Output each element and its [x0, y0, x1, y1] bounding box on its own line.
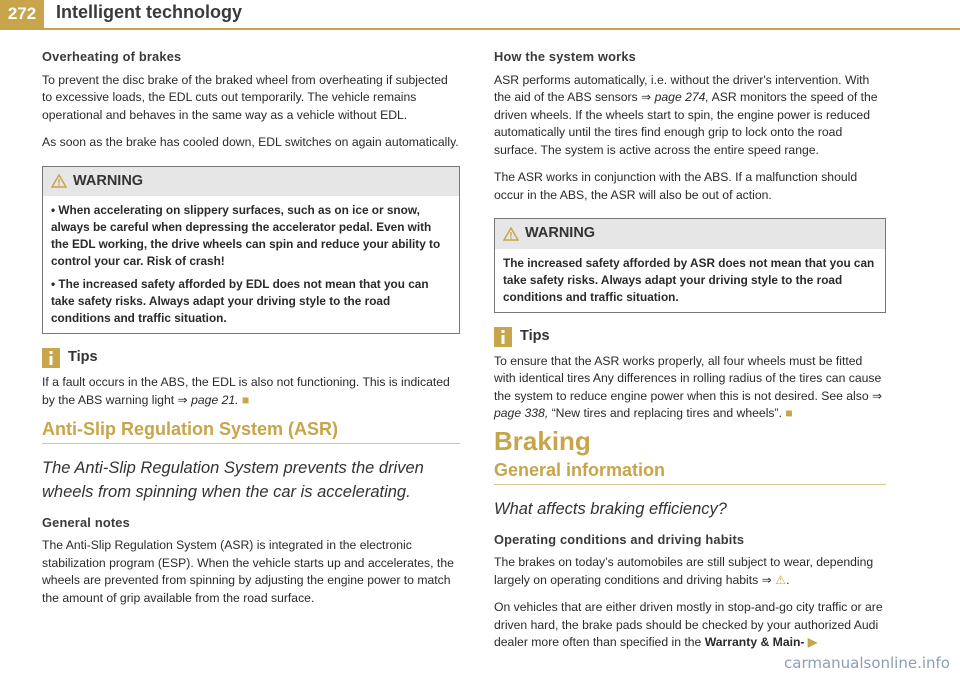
how-paragraph-1: [494, 72, 886, 160]
asr-lead: The Anti-Slip Regulation System prevents the driven wheels from spinning when the car is accelerating.: [42, 458, 424, 501]
overheating-paragraph-1: To prevent the disc brake of the braked wheel from overheating if subjected to excessive loads, the EDL cuts out temporarily. The vehicle remains operational and behaves in the same way as a vehicle without EDL.: [42, 72, 448, 122]
warning-label: WARNING: [525, 225, 596, 241]
warning-bullet-1: • When accelerating on slippery surfaces, such as on ice or snow, always be careful when depressing the accelerator pedal. Even with the EDL working, the drive wheels can spin and reduce your ability to control your car. Risk of crash!: [51, 203, 441, 268]
operating-text-a: The brakes on today’s automobiles are still subject to wear, depending largely on operating conditions and driving habits ⇒: [494, 555, 874, 587]
tips-header: [42, 348, 460, 368]
continue-arrow-icon: ▶: [807, 635, 818, 649]
right-column: [494, 48, 886, 662]
info-icon: [494, 327, 512, 347]
warning-ref-icon[interactable]: ⚠: [775, 572, 787, 587]
warning-triangle-icon: [503, 227, 519, 241]
tips-header: [494, 327, 886, 347]
asr-section-title: Anti-Slip Regulation System (ASR): [42, 419, 339, 439]
how-system-works-heading: How the system works: [494, 49, 636, 64]
braking-title: Braking: [494, 425, 591, 456]
tips-label: Tips: [520, 327, 550, 344]
overheating-heading: Overheating of brakes: [42, 49, 182, 64]
general-information-title: General information: [494, 460, 666, 480]
operating-text-b: On vehicles that are either driven mostly in stop-and-go city traffic or are driven hard, the brake pads should be checked by your authorized Audi dealer more often than specified in the: [494, 600, 883, 649]
tips-paragraph: [494, 353, 886, 423]
section-rule: [42, 443, 460, 444]
warning-bullet-2: • The increased safety afforded by EDL does not mean that you can take safety risks. Always adapt your driving style to the road conditions and traffic situation.: [51, 277, 429, 325]
overheating-paragraph-2: As soon as the brake has cooled down, EDL switches on again automatically.: [42, 135, 459, 149]
header-rule: [0, 28, 960, 30]
asr-warning-box: [494, 218, 886, 313]
how-text-a: ASR performs automatically, i.e. without the driver's intervention. With the aid of the ABS sensors ⇒: [494, 72, 870, 104]
how-text-b: ASR monitors the speed of the driven wheels. If the wheels start to spin, the engine power is reduced automatically until the tires find enough grip to lock onto the road surface. The system is active across the entire speed range.: [494, 90, 878, 157]
tips-paragraph: [42, 374, 460, 409]
end-mark-icon: ■: [241, 392, 250, 407]
warning-text: The increased safety afforded by ASR does not mean that you can take safety risks. Always adapt your driving style to the road conditions and traffic situation.: [503, 255, 875, 304]
warning-body: [43, 196, 459, 333]
page-header-title: Intelligent technology: [56, 2, 243, 22]
operating-conditions-heading: Operating conditions and driving habits: [494, 531, 745, 547]
warning-header: [495, 219, 885, 249]
watermark: carmanualsonline.info: [784, 654, 950, 672]
tips-text: If a fault occurs in the ABS, the EDL is also not functioning. This is indicated by the ABS warning light ⇒: [42, 375, 450, 407]
tips-text-b: “New tires and replacing tires and wheels”.: [551, 406, 782, 420]
general-notes-heading: General notes: [42, 514, 130, 530]
warning-label: WARNING: [73, 172, 144, 189]
section-rule: [494, 484, 886, 485]
warning-triangle-icon: [51, 174, 67, 188]
how-paragraph-2: The ASR works in conjunction with the ABS. If a malfunction should occur in the ABS, the ASR will also be out of action.: [494, 170, 858, 202]
warning-body: [495, 249, 885, 312]
page-ref-link[interactable]: page 274,: [654, 90, 709, 104]
warning-header: [43, 167, 459, 197]
page-ref-link[interactable]: page 21.: [191, 392, 239, 407]
general-notes-text: The Anti-Slip Regulation System (ASR) is integrated in the electronic stabilization program (ESP). When the vehicle starts up and accelerates, the wheels are prevented from spinning by adjusting the engine power to match the amount of grip available from the road surface.: [42, 538, 454, 605]
left-column: [42, 48, 460, 617]
end-mark-icon: ■: [785, 406, 793, 420]
operating-paragraph-1: The brakes on today’s automobiles are still subject to wear, depending largely on operating conditions and driving habits ⇒ ⚠.: [494, 555, 874, 587]
braking-lead: What affects braking efficiency?: [494, 499, 727, 518]
tips-label: Tips: [68, 349, 98, 366]
edl-warning-box: [42, 166, 460, 335]
page-ref-link[interactable]: page 338,: [494, 406, 549, 420]
warranty-ref: Warranty & Main-: [704, 635, 805, 649]
tips-text-a: To ensure that the ASR works properly, all four wheels must be fitted with identical tires Any differences in rolling radius of the tires can cause the system to reduce engine power when this is not desired. See also ⇒: [494, 353, 883, 403]
operating-paragraph-2: [494, 599, 886, 652]
page-number: 272: [0, 0, 44, 28]
info-icon: [42, 348, 60, 368]
